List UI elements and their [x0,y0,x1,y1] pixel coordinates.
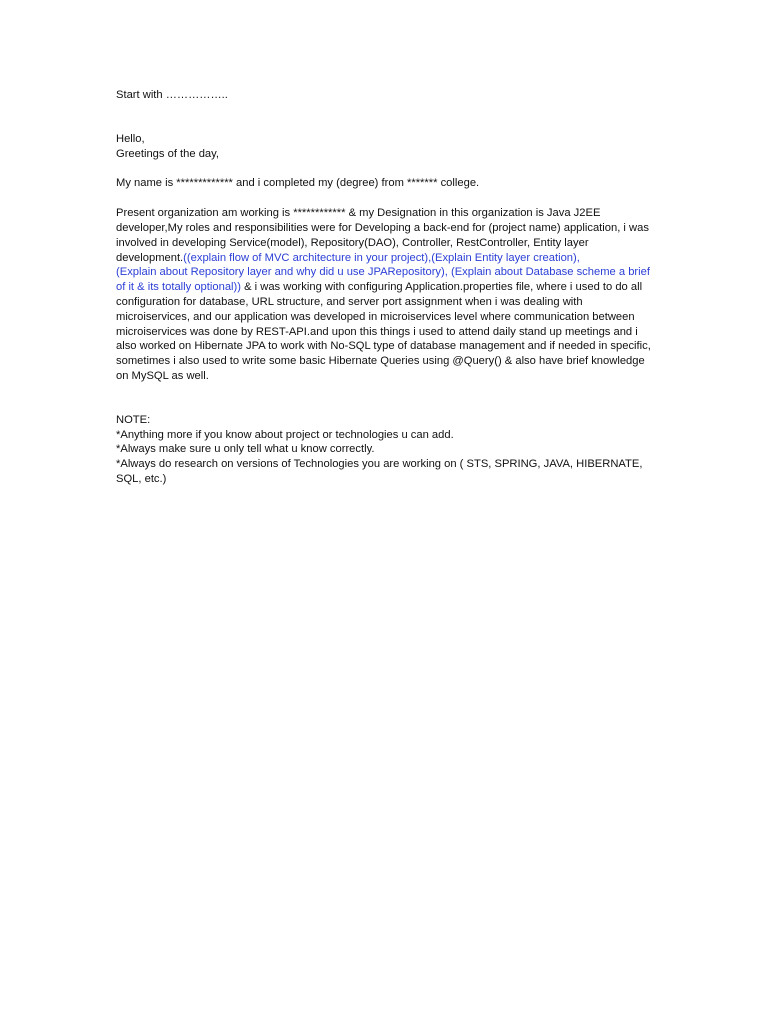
document-body [116,88,656,487]
intro-paragraph: My name is ************* and i completed my (degree) from ******* college. [116,177,480,190]
explain-note-repository-database: (Explain about Repository layer and why did u use JPARepository), (Explain about Database scheme a brief of it & its totally optional)) [116,266,650,294]
experience-paragraph [116,206,656,384]
explain-note-mvc-entity: ((explain flow of MVC architecture in your project),(Explain Entity layer creation), [183,251,580,264]
note-item: *Always do research on versions of Technologies you are working on ( STS, SPRING, JAVA, HIBERNATE, SQL, etc.) [116,458,643,485]
note-title: NOTE: [116,413,151,426]
experience-text-2: & i was working with configuring Application.properties file, where i used to do all configuration for database, URL structure, and server port assignment when i was dealing with microiservices, and our application was developed in microiservices level where communication between microiservices was done by REST-API.and upon this things i used to attend daily stand up meetings and i also worked on Hibernate JPA to work with No-SQL type of database management and if needed in specific, sometimes i also used to write some basic Hibernate Queries using @Query() & also have brief knowledge on MySQL as well. [116,281,651,382]
note-item: *Anything more if you know about project or technologies u can add. [116,428,454,441]
start-line: Start with …………….. [116,89,228,101]
note-item: *Always make sure u only tell what u know correctly. [116,443,375,456]
greeting-day: Greetings of the day, [116,147,220,160]
experience-text-1: Present organization am working is ************ & my Designation in this organization is Java J2EE developer,My roles and responsibilities were for Developing a back-end for (project name) application, i was involved in developing Service(model), Repository(DAO), Controller, RestController, Entity layer development. [116,207,649,264]
greeting-hello: Hello, [116,132,145,145]
